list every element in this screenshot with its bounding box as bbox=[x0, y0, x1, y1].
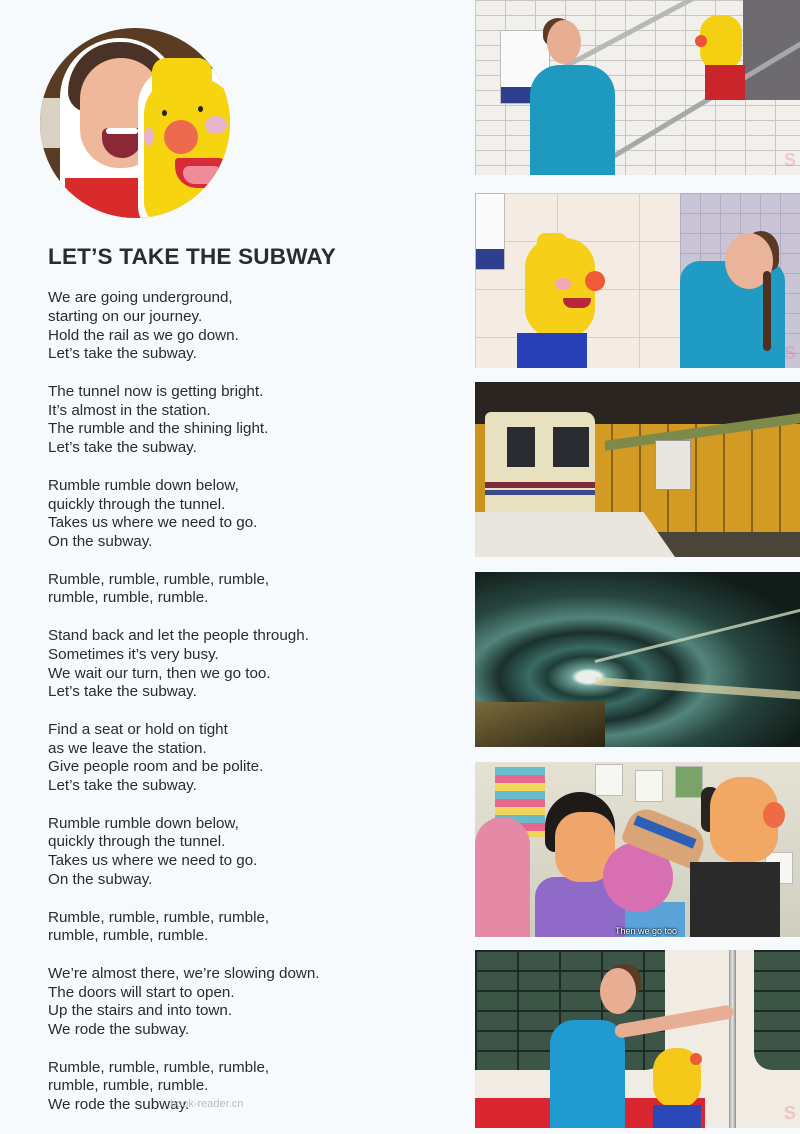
newspaper bbox=[635, 770, 663, 802]
train-window bbox=[553, 427, 589, 467]
lyric-line: Rumble, rumble, rumble, rumble, bbox=[48, 1058, 270, 1076]
woman-head bbox=[547, 20, 581, 64]
logo-mark: S bbox=[783, 343, 796, 363]
puppet-eye bbox=[198, 106, 203, 112]
lyric-line: rumble, rumble, rumble. bbox=[48, 589, 209, 607]
puppet-scarf bbox=[517, 333, 587, 368]
photo-tunnel bbox=[475, 572, 800, 747]
tunnel-floor bbox=[475, 702, 605, 747]
lyric-line: rumble, rumble, rumble. bbox=[48, 1077, 209, 1095]
woman-teeth bbox=[106, 128, 138, 134]
photo-stairs bbox=[475, 0, 800, 175]
photo-train bbox=[475, 382, 800, 557]
puppet-nose bbox=[690, 1053, 702, 1065]
lyric-line: Sometimes it’s very busy. bbox=[48, 645, 219, 663]
train-window bbox=[507, 427, 535, 467]
lyric-line: rumble, rumble, rumble. bbox=[48, 927, 209, 945]
lyric-line: Up the stairs and into town. bbox=[48, 1002, 233, 1020]
lyric-line: Rumble rumble down below, bbox=[48, 476, 239, 494]
lyric-line: as we leave the station. bbox=[48, 739, 207, 757]
woman bbox=[530, 65, 615, 175]
puppet-cheek bbox=[144, 128, 154, 146]
photo-puppets bbox=[475, 762, 800, 937]
lyric-line: starting on our journey. bbox=[48, 307, 203, 325]
woman-braid bbox=[763, 271, 771, 351]
puppet-cheek bbox=[205, 116, 227, 134]
magazine bbox=[675, 766, 703, 798]
stanza bbox=[48, 965, 448, 1040]
stanza bbox=[48, 289, 448, 364]
train-window bbox=[754, 950, 800, 1070]
puppet-man-nose bbox=[763, 802, 785, 828]
lyric-line: quickly through the tunnel. bbox=[48, 833, 226, 851]
stanza bbox=[48, 815, 448, 890]
photo-on-train bbox=[475, 950, 800, 1128]
puppet bbox=[475, 817, 530, 937]
puppet-mouth bbox=[563, 298, 591, 308]
stanza bbox=[48, 721, 448, 796]
lyric-line: On the subway. bbox=[48, 871, 153, 889]
puppet-eye bbox=[162, 110, 167, 116]
train-stripe bbox=[485, 490, 595, 495]
lyric-line: quickly through the tunnel. bbox=[48, 495, 226, 513]
route-map-sign bbox=[475, 193, 505, 270]
puppet-nose bbox=[585, 271, 605, 291]
lyric-line: Takes us where we need to go. bbox=[48, 514, 258, 532]
lyric-line: The tunnel now is getting bright. bbox=[48, 382, 264, 400]
lyric-line: Give people room and be polite. bbox=[48, 758, 264, 776]
puppet-scarf bbox=[653, 1105, 701, 1128]
lyric-line: The rumble and the shining light. bbox=[48, 420, 269, 438]
puppet-man-vest bbox=[690, 862, 780, 937]
stanza bbox=[48, 477, 448, 552]
grab-pole bbox=[729, 950, 736, 1128]
stanza bbox=[48, 627, 448, 702]
lyric-line: Takes us where we need to go. bbox=[48, 852, 258, 870]
lyric-line: Rumble, rumble, rumble, rumble, bbox=[48, 908, 270, 926]
stanza bbox=[48, 909, 448, 947]
watermark: book-reader.cn bbox=[170, 1098, 244, 1110]
puppet-tongue bbox=[183, 166, 221, 184]
lyric-line: We rode the subway. bbox=[48, 1096, 190, 1114]
photo-peek bbox=[475, 193, 800, 368]
newspaper bbox=[595, 764, 623, 796]
station-sign bbox=[655, 440, 691, 490]
stanza bbox=[48, 571, 448, 609]
lyric-line: Let’s take the subway. bbox=[48, 439, 197, 457]
lyric-line: We’re almost there, we’re slowing down. bbox=[48, 964, 320, 982]
logo-mark: S bbox=[783, 1103, 796, 1123]
puppet-body bbox=[705, 65, 745, 100]
stanza bbox=[48, 383, 448, 458]
hero-portrait-image bbox=[40, 28, 230, 218]
lyric-line: Hold the rail as we go down. bbox=[48, 326, 239, 344]
logo-mark: S bbox=[783, 150, 796, 170]
puppet-cheek bbox=[555, 278, 571, 290]
lyrics bbox=[48, 289, 448, 1134]
lyric-line: Let’s take the subway. bbox=[48, 777, 197, 795]
lyric-line: Stand back and let the people through. bbox=[48, 626, 309, 644]
lyric-line: We are going underground, bbox=[48, 289, 233, 306]
stanza bbox=[48, 1059, 448, 1115]
song-title: LET’S TAKE THE SUBWAY bbox=[48, 244, 336, 269]
lyric-line: We wait our turn, then we go too. bbox=[48, 664, 271, 682]
lyric-line: We rode the subway. bbox=[48, 1021, 190, 1039]
lyric-line: Find a seat or hold on tight bbox=[48, 720, 228, 738]
lyric-line: The doors will start to open. bbox=[48, 983, 235, 1001]
train-stripe bbox=[485, 482, 595, 488]
lyric-line: Rumble rumble down below, bbox=[48, 814, 239, 832]
woman bbox=[550, 1020, 625, 1128]
puppet-nose bbox=[695, 35, 707, 47]
lyric-line: Let’s take the subway. bbox=[48, 345, 197, 363]
woman-head bbox=[600, 968, 636, 1014]
lyric-line: It’s almost in the station. bbox=[48, 401, 211, 419]
video-caption: Then we go too bbox=[615, 926, 678, 936]
platform bbox=[475, 512, 675, 557]
lyric-line: Rumble, rumble, rumble, rumble, bbox=[48, 570, 270, 588]
puppet-nose bbox=[164, 120, 198, 154]
lyric-line: On the subway. bbox=[48, 533, 153, 551]
lyric-line: Let’s take the subway. bbox=[48, 683, 197, 701]
